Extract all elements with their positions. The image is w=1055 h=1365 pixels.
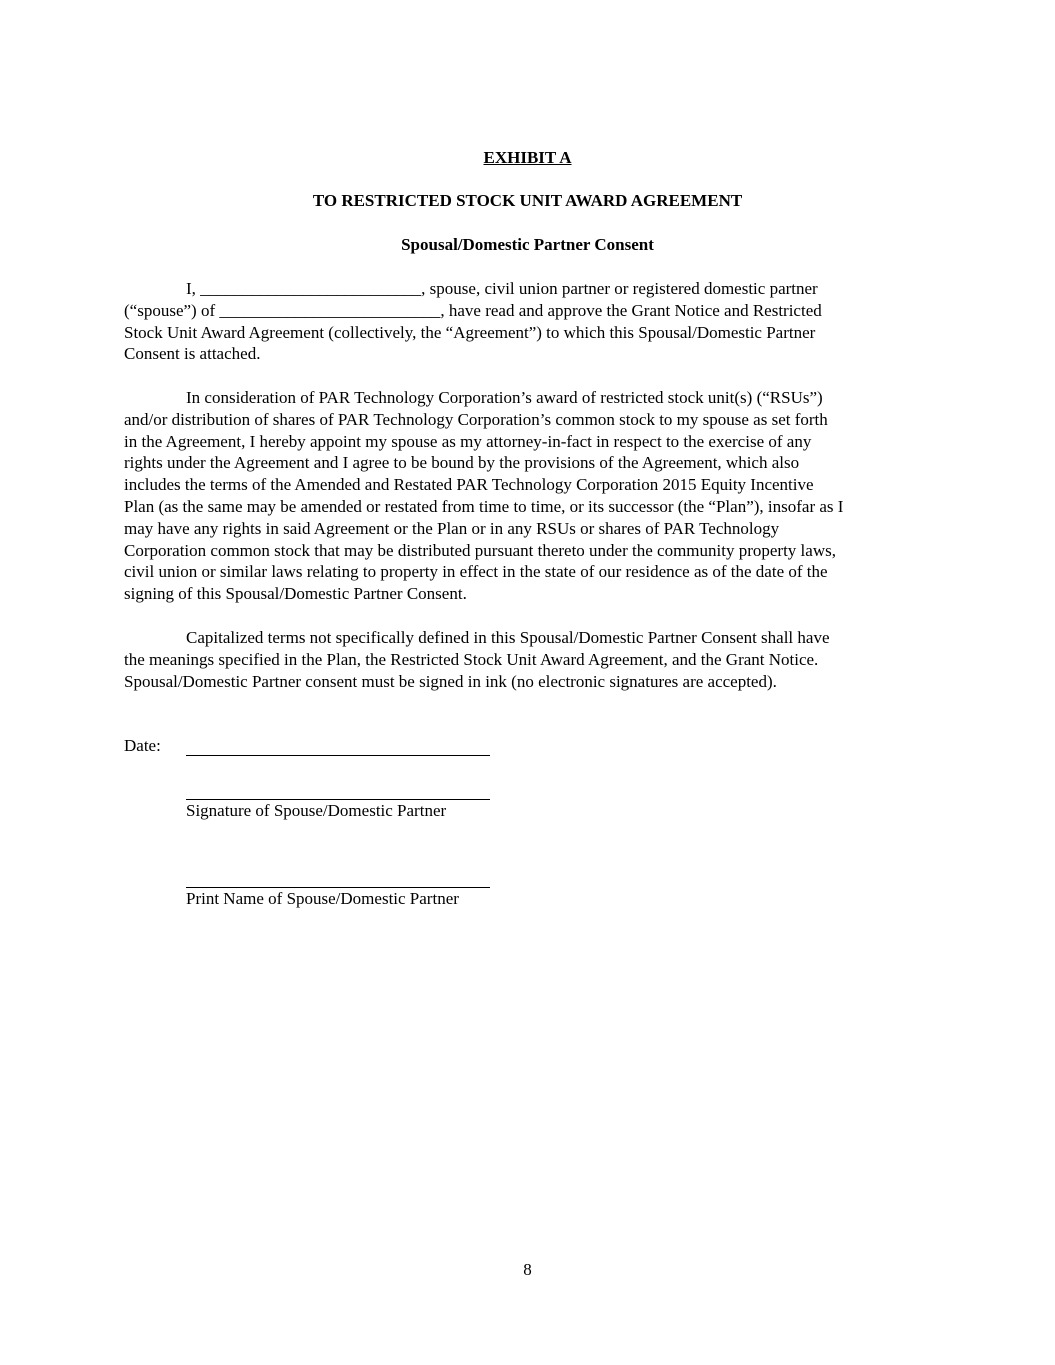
print-name-caption: Print Name of Spouse/Domestic Partner <box>186 889 459 908</box>
paragraph-line: Consent is attached. <box>124 344 261 364</box>
paragraph-line: and/or distribution of shares of PAR Technology Corporation’s common stock to my spouse as set forth <box>124 409 828 429</box>
paragraph-line: civil union or similar laws relating to property in effect in the state of our residence as of the date of the <box>124 562 828 582</box>
date-label: Date: <box>124 736 161 755</box>
paragraph-line: Capitalized terms not specifically defined in this Spousal/Domestic Partner Consent shall have <box>186 628 830 647</box>
paragraph-line: Stock Unit Award Agreement (collectively, the “Agreement”) to which this Spousal/Domestic Partner <box>124 322 816 342</box>
paragraph-line: may have any rights in said Agreement or the Plan or in any RSUs or shares of PAR Technology <box>124 518 780 538</box>
agreement-title: TO RESTRICTED STOCK UNIT AWARD AGREEMENT <box>312 191 743 210</box>
paragraph-line: (“spouse”) of __________________________, have read and approve the Grant Notice and Restricted <box>124 300 822 320</box>
consent-title: Spousal/Domestic Partner Consent <box>401 235 654 254</box>
exhibit-title: EXHIBIT A <box>483 148 572 167</box>
capitalized-terms-paragraph <box>124 627 934 692</box>
paragraph-line: Corporation common stock that may be distributed pursuant thereto under the community property laws, <box>124 540 836 560</box>
print-name-field-line <box>186 887 490 888</box>
paragraph-line: Spousal/Domestic Partner consent must be signed in ink (no electronic signatures are accepted). <box>124 671 777 691</box>
paragraph-line: includes the terms of the Amended and Restated PAR Technology Corporation 2015 Equity Incentive <box>124 475 814 495</box>
paragraph-line: in the Agreement, I hereby appoint my spouse as my attorney-in-fact in respect to the exercise of any <box>124 431 812 451</box>
page-number: 8 <box>523 1260 532 1279</box>
paragraph-line: I, __________________________, spouse, civil union partner or registered domestic partner <box>186 279 818 298</box>
paragraph-line: signing of this Spousal/Domestic Partner Consent. <box>124 584 467 604</box>
paragraph-line: In consideration of PAR Technology Corporation’s award of restricted stock unit(s) (“RSUs”) <box>186 388 823 407</box>
signature-field-line <box>186 799 490 800</box>
paragraph-line: rights under the Agreement and I agree to be bound by the provisions of the Agreement, which also <box>124 453 800 473</box>
date-field-line <box>186 755 490 756</box>
consideration-paragraph <box>124 387 934 605</box>
paragraph-line: Plan (as the same may be amended or restated from time to time, or its successor (the “Plan”), insofar as I <box>124 496 844 516</box>
paragraph-line: the meanings specified in the Plan, the Restricted Stock Unit Award Agreement, and the Grant Notice. <box>124 649 819 669</box>
consent-paragraph-1 <box>124 278 934 365</box>
signature-caption: Signature of Spouse/Domestic Partner <box>186 801 447 820</box>
